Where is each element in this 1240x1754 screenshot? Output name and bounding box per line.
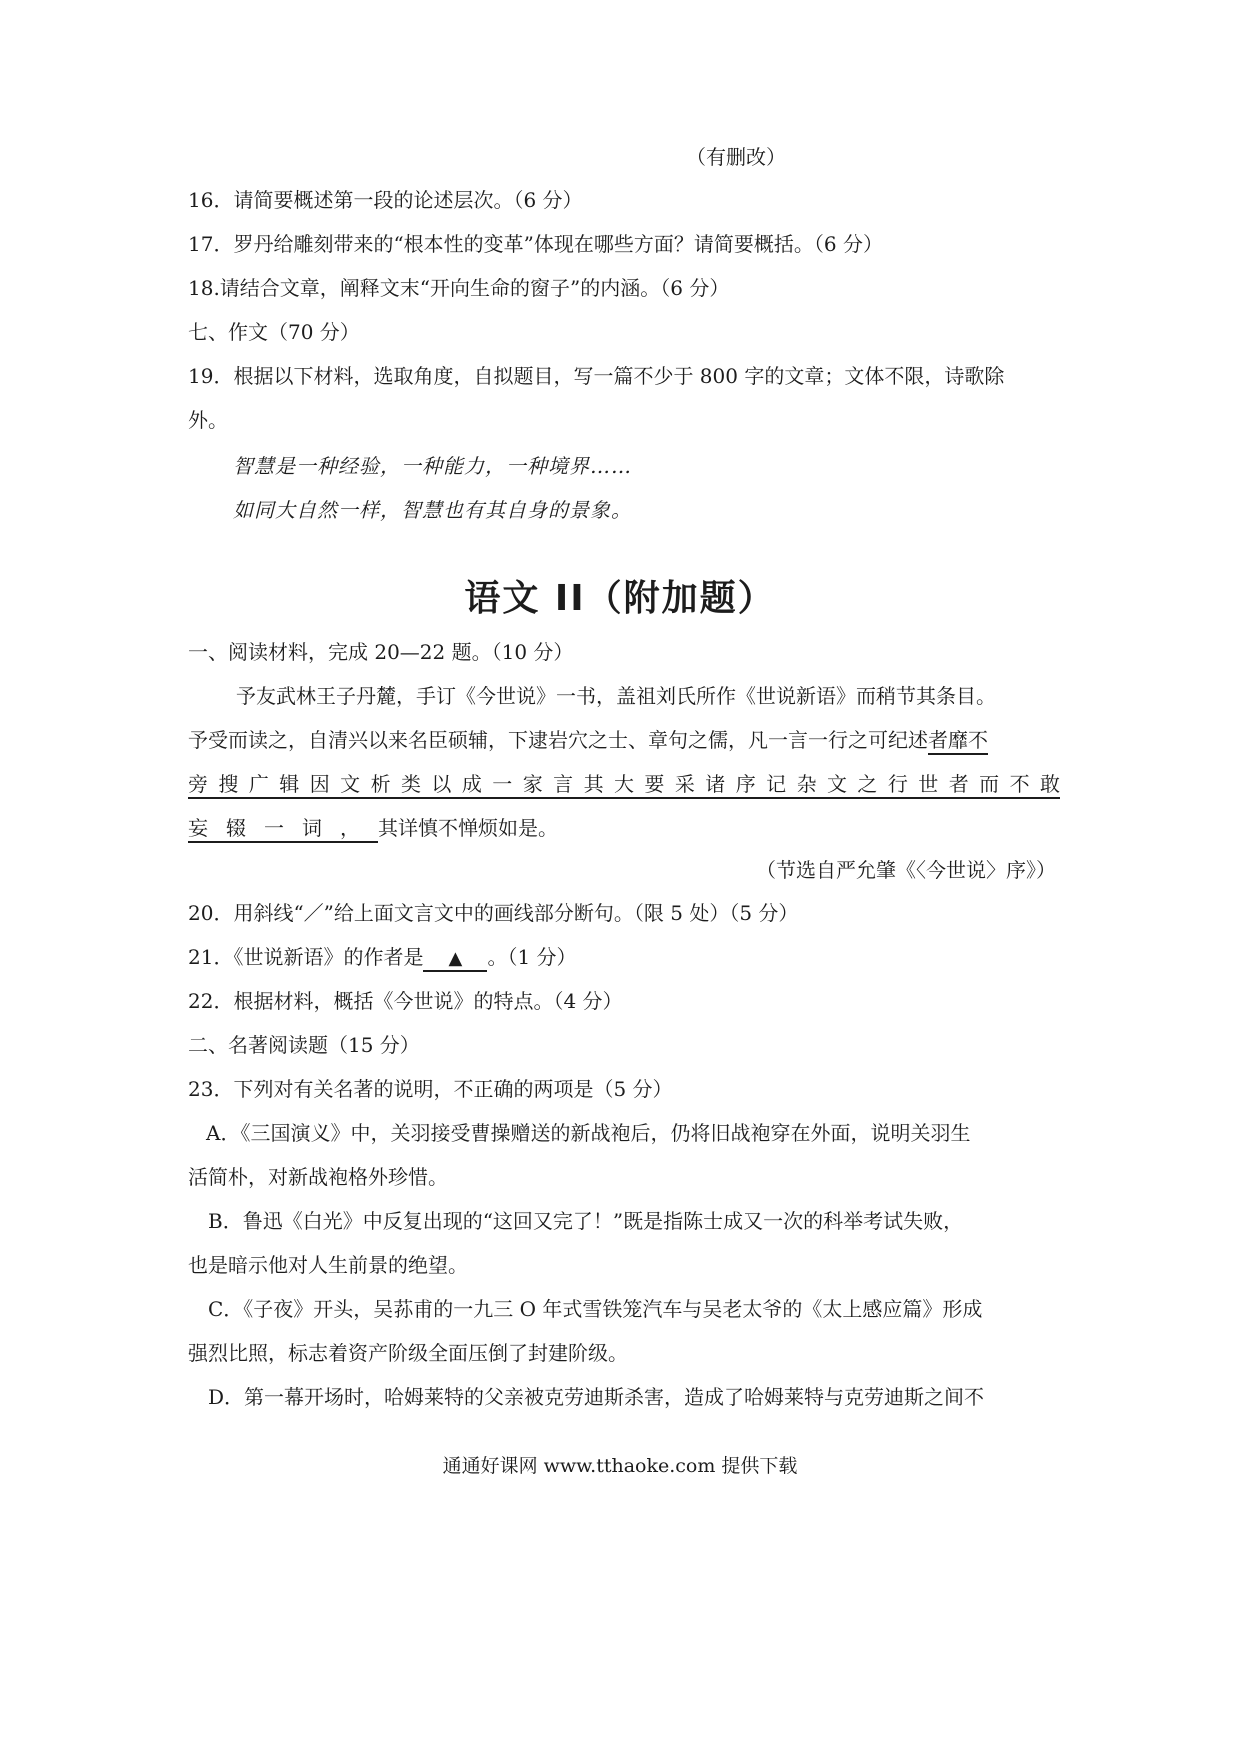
option-c-line1: C．《子夜》开头，吴荪甫的一九三 O 年式雪铁笼汽车与吴老太爷的《太上感应篇》形成: [208, 1297, 983, 1321]
question-20: 20．用斜线“／”给上面文言文中的画线部分断句。（限 5 处）（5 分）: [188, 901, 799, 925]
classical-underlined-segment-2: 旁搜广辑因文析类以成一家言其大要采诸序记杂文之行世者而不敢: [188, 772, 1060, 796]
source-note: （有删改）: [686, 145, 786, 169]
classical-text-line1: 予友武林王子丹麓，手订《今世说》一书，盖祖刘氏所作《世说新语》而稍节其条目。: [236, 684, 996, 708]
answer-blank: ▲: [423, 948, 487, 972]
question-17: 17．罗丹给雕刻带来的“根本性的变革”体现在哪些方面？请简要概括。（6 分）: [188, 232, 883, 256]
classics-heading: 二、名著阅读题（15 分）: [188, 1033, 420, 1057]
question-21-prefix: 21．《世说新语》的作者是: [188, 945, 424, 969]
question-22: 22．根据材料，概括《今世说》的特点。（4 分）: [188, 989, 623, 1013]
classical-text-line4: [188, 814, 1060, 842]
question-18: 18.请结合文章，阐释文末“开向生命的窗子”的内涵。（6 分）: [188, 276, 730, 300]
option-d-line1: D．第一幕开场时，哈姆莱特的父亲被克劳迪斯杀害，造成了哈姆莱特与克劳迪斯之间不: [208, 1385, 985, 1409]
classical-text-line4-plain: 其详慎不惮烦如是。: [378, 816, 558, 840]
question-21-suffix: 。（1 分）: [487, 945, 577, 969]
classical-underlined-segment-3: 妄辍一词，: [188, 816, 378, 840]
question-21: [188, 943, 1060, 972]
essay-material-2: 如同大自然一样，智慧也有其自身的景象。: [233, 498, 632, 522]
classical-underlined-segment-1: 者靡不: [928, 728, 988, 752]
option-a-line2: 活简朴，对新战袍格外珍惜。: [188, 1165, 448, 1189]
option-b-line1: B．鲁迅《白光》中反复出现的“这回又完了！”既是指陈士成又一次的科举考试失败，: [208, 1209, 964, 1233]
question-16: 16．请简要概述第一段的论述层次。（6 分）: [188, 188, 583, 212]
section-title: 语文 II（附加题）: [464, 578, 776, 619]
option-c-line2: 强烈比照，标志着资产阶级全面压倒了封建阶级。: [188, 1341, 628, 1365]
classical-text-line2-plain: 予受而读之，自清兴以来名臣硕辅，下逮岩穴之士、章句之儒，凡一言一行之可纪述: [188, 728, 928, 752]
classical-heading: 一、阅读材料，完成 20—22 题。（10 分）: [188, 640, 574, 664]
option-b-line2: 也是暗示他对人生前景的绝望。: [188, 1253, 468, 1277]
classical-attribution: （节选自严允肇《〈今世说〉序》）: [756, 858, 1056, 882]
footer-credit: 通通好课网 www.tthaoke.com 提供下载: [442, 1455, 798, 1477]
question-19-line2: 外。: [188, 408, 228, 432]
classical-text-line2: [188, 726, 1060, 754]
essay-material-1: 智慧是一种经验，一种能力，一种境界……: [233, 454, 632, 478]
question-23: 23．下列对有关名著的说明，不正确的两项是（5 分）: [188, 1077, 673, 1101]
question-19-line1: 19．根据以下材料，选取角度，自拟题目，写一篇不少于 800 字的文章；文体不限，诗歌除: [188, 364, 1005, 388]
option-a-line1: A．《三国演义》中，关羽接受曹操赠送的新战袍后，仍将旧战袍穿在外面，说明关羽生: [206, 1121, 971, 1145]
essay-heading: 七、作文（70 分）: [188, 320, 360, 344]
